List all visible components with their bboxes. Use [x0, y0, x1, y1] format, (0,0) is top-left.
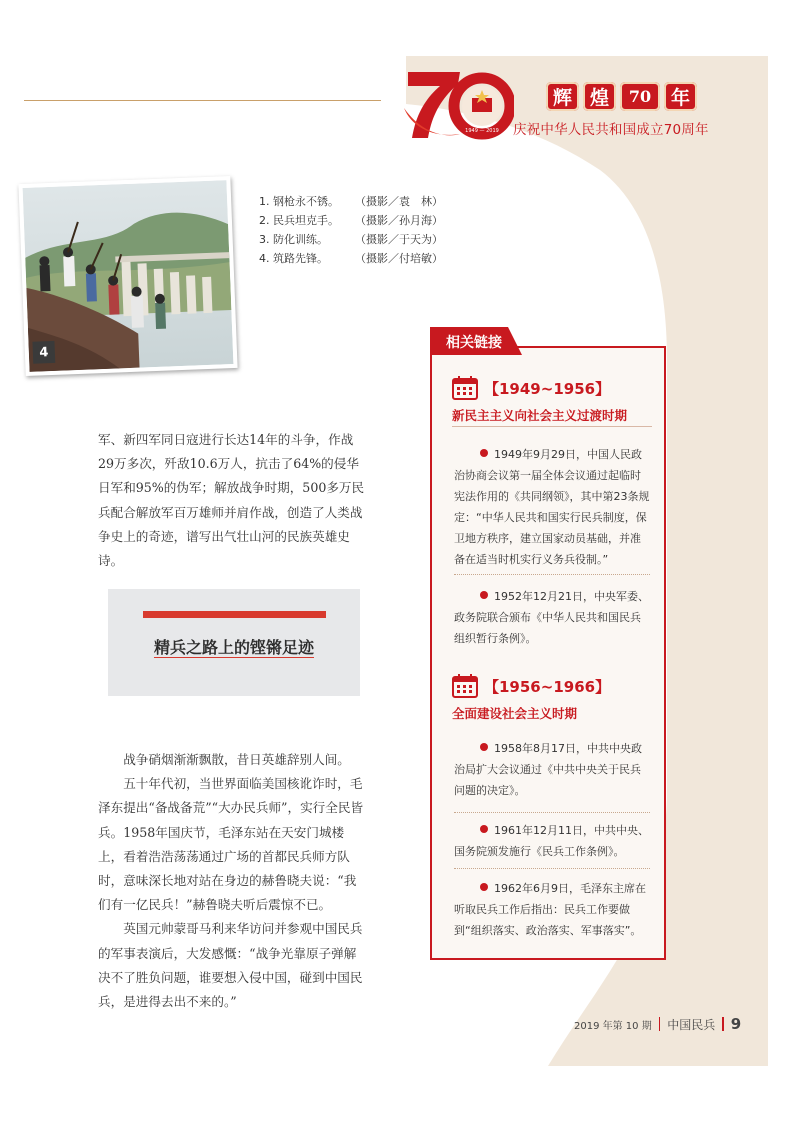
magazine-name: 中国民兵	[667, 1017, 716, 1032]
caption-row	[259, 191, 443, 210]
timeline-event	[454, 878, 650, 941]
badge-row	[546, 82, 697, 111]
caption-credit: （摄影／孙月海）	[355, 213, 443, 227]
footer-separator	[659, 1017, 661, 1031]
bullet-dot-icon	[480, 743, 488, 751]
badge-nian: 年	[664, 82, 697, 111]
issue-label: 2019 年第 10 期	[574, 1020, 652, 1032]
section-heading-bar	[143, 611, 326, 618]
dotted-divider	[454, 574, 650, 575]
event-text: 1952年12月21日，中央军委、政务院联合颁布《中华人民共和国民兵组织暂行条例》。	[454, 590, 649, 645]
bullet-dot-icon	[480, 449, 488, 457]
caption-row	[259, 229, 443, 248]
event-text: 1961年12月11日，中共中央、国务院颁发施行《民兵工作条例》。	[454, 824, 649, 858]
period-range: 【1956~1966】	[484, 678, 611, 696]
badge-hui: 辉	[546, 82, 579, 111]
event-text: 1962年6月9日，毛泽东主席在听取民兵工作后指出：民兵工作要做到“组织落实、政治落实、军事落实”。	[454, 882, 646, 937]
bullet-dot-icon	[480, 825, 488, 833]
event-text: 1958年8月17日，中共中央政治局扩大会议通过《中共中央关于民兵问题的决定》。	[454, 742, 642, 797]
dotted-divider	[454, 812, 650, 813]
timeline-event	[454, 444, 650, 570]
event-text: 1949年9月29日，中国人民政治协商会议第一届全体会议通过起临时宪法作用的《共同纲领》，其中第23条规定：“中华人民共和国实行民兵制度，保卫地方秩序，建立国家动员基础，并准备在适当时机实行义务兵役制。”	[454, 448, 650, 566]
section-heading-box	[108, 589, 360, 696]
anniversary-70-logo	[402, 68, 514, 142]
caption-text: 4. 筑路先锋。	[259, 251, 328, 265]
caption-text: 1. 钢枪永不锈。	[259, 194, 339, 208]
timeline-event	[454, 820, 650, 862]
event-text-wrap	[454, 738, 650, 801]
footer-separator	[722, 1017, 724, 1031]
badge-huang: 煌	[583, 82, 616, 111]
badge-70: 70	[620, 82, 660, 111]
caption-row	[259, 210, 443, 229]
article-paragraph: 军、新四军同日寇进行长达14年的斗争，作战29万多次，歼敌10.6万人，抗击了64%的侵华日军和95%的伪军；解放战争时期，500多万民兵配合解放军百万雄师并肩作战，创造了人类战争史上的奇迹，谱写出气壮山河的民族英雄史诗。	[98, 432, 365, 569]
related-links-box	[430, 346, 666, 960]
caption-text: 3. 防化训练。	[259, 232, 328, 246]
caption-credit: （摄影／袁 林）	[355, 194, 443, 208]
road-building-photo	[18, 176, 237, 376]
article-paragraph: 英国元帅蒙哥马利来华访问并参观中国民兵的军事表演后，大发感慨：“战争光靠原子弹解决不了胜负问题，谁要想入侵中国，碰到中国民兵，是进得去出不来的。”	[98, 921, 363, 1010]
calendar-icon	[452, 376, 478, 400]
calendar-icon	[452, 674, 478, 698]
period-title-rule	[452, 426, 652, 427]
dotted-divider	[454, 868, 650, 869]
timeline-event	[454, 586, 650, 649]
caption-credit: （摄影／于天为）	[355, 232, 443, 246]
header-rule	[24, 100, 381, 101]
event-text-wrap	[454, 444, 650, 570]
photo-number: 4	[32, 341, 55, 364]
header-subtitle: 庆祝中华人民共和国成立70周年	[513, 122, 709, 138]
caption-credit: （摄影／付培敏）	[355, 251, 443, 265]
article-paragraph: 五十年代初，当世界面临美国核讹诈时，毛泽东提出“备战备荒”“大办民兵师”，实行全民皆兵。1958年国庆节，毛泽东站在天安门城楼上，看着浩浩荡荡通过广场的首都民兵师方队时，意味深长地对站在身边的赫鲁晓夫说：“我们有一亿民兵！”赫鲁晓夫听后震惊不已。	[98, 776, 364, 913]
event-text-wrap	[454, 820, 650, 862]
event-text-wrap	[454, 586, 650, 649]
section-title: 精兵之路上的铿锵足迹	[153, 638, 314, 657]
bullet-dot-icon	[480, 591, 488, 599]
timeline-event	[454, 738, 650, 801]
article-body	[98, 748, 368, 1014]
page-footer	[574, 1015, 741, 1033]
article-paragraph: 战争硝烟渐渐飘散，昔日英雄辞别人间。	[123, 752, 350, 767]
period-title: 新民主主义向社会主义过渡时期	[452, 408, 628, 423]
period-title: 全面建设社会主义时期	[452, 706, 578, 721]
event-text-wrap	[454, 878, 650, 941]
period-range: 【1949~1956】	[484, 380, 611, 398]
photo-captions	[259, 191, 443, 267]
page-number: 9	[730, 1015, 742, 1033]
related-links-tab	[430, 327, 522, 355]
logo-years: 1949 — 2019	[465, 128, 499, 134]
related-links-tab-label: 相关链接	[446, 335, 502, 351]
bullet-dot-icon	[480, 883, 488, 891]
caption-text: 2. 民兵坦克手。	[259, 213, 339, 227]
caption-row	[259, 248, 443, 267]
